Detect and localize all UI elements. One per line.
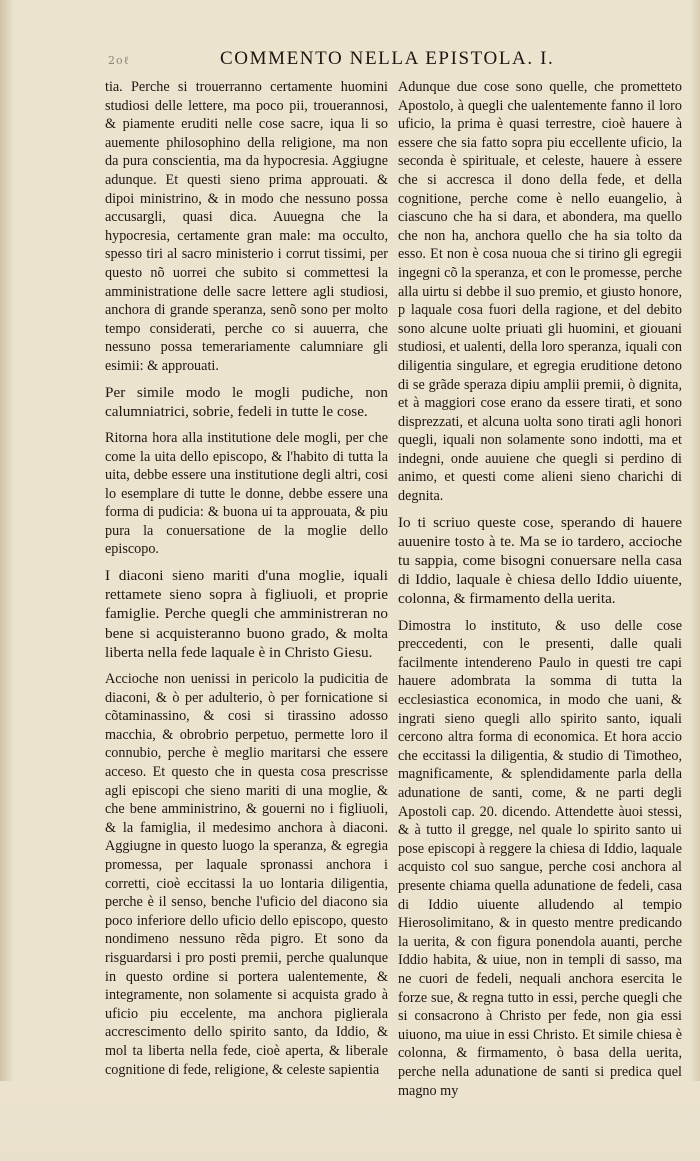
left-column <box>105 78 388 1086</box>
running-head: COMMENTO NELLA EPISTOLA. I. <box>220 48 555 69</box>
left-paragraph-3: Accioche non uenissi in pericolo la pudicitia de diaconi, & ò per adulterio, ò per fornicatione si cõtaminassino, & cosi si tirassino adosso macchia, & obrobrio perpetuo, permette loro il connubio, perche è meglio maritarsi che essere acceso. Et questo che in questa cosa prescrisse agli episcopi che sieno mariti di una moglie, & che bene amministrino, & gouerni no i figliuoli, & la famiglia, il medesimo anchora à diaconi. Aggiugne in questo luogo la speranza, & egregia promessa, per laquale spronassi anchora i corretti, cioè eccitassi la uo lontaria diligentia, perche è il senso, benche l'uficio del diacono sia poco inferiore dello uficio dello episcopo, questo nondimeno nessuno rẽda pigro. Et sono da risguardarsi i pro posti premii, perche qualunque in questo ordine si portera ualentemente, & integramente, non solamente si acquista grado à uficio piu eccelente, ma anchora piglierala accrescimento dello spirito santo, da Iddio, & mol ta liberta nella fede, cioè aperta, & liberale cognitione di fede, religione, & celeste sapientia <box>105 671 388 1078</box>
right-verse-1: Io ti scriuo queste cose, sperando di hauere auuenire tosto à te. Ma se io tardero, accioche tu sappia, come bisogni conuersare nella casa di Iddio, laquale è chiesa dello Iddio uiuente, colonna, & firmamento della uerita. <box>398 513 682 608</box>
page-gutter-shadow <box>0 0 14 1161</box>
left-paragraph-2: Ritorna hora alla institutione dele mogli, per che come la uita dello episcopo, & l'habito di tutta la uita, debbe essere una institutione degli altri, cosi lo esemplare di tutte le donne, debbe essere una forma di pudicia: & buona ui ta approuata, & piu pura la conuersatione de la moglie dello episcopo. <box>105 429 388 558</box>
folio-number: 2oℓ <box>108 54 130 67</box>
right-paragraph-2: Dimostra lo instituto, & uso delle cose preccedenti, con le presenti, dalle quali facilmente intendereno Paulo in questi tre capi hauere adombrata la somma di tutta la ecclesiastica economica, in modo che uani, & ingrati sieno quegli allo spirito santo, iquali cercono altra forma di economica. Et hora accio che eccitassi la diligentia, & studio di Timotheo, magnificamente, & splendidamente parla della adunatione de santi, come, & ne parti degli Apostoli cap. 20. dicendo. Attendette àuoi stessi, & à tutto il gregge, nel quale lo spirito santo ui pose episcopi à reggere la chiesa di Iddio, laquale acquisto col suo sangue, perche cosi anchora al presente chiama quella adunatione de fedeli, casa di Iddio uiuente alludendo al tempio Hierosolimitano, & in questo mentre predicando la uerita, & con figura ponendola auanti, perche Iddio habita, & uiue, non in templi di sasso, ma ne cuori de fedeli, nequali anchora esercita le forze sue, & regna tutto in essi, perche quegli che si consacrono à Christo per fede, non gia essi uiuono, ma uiue in essi Christo. Et simile chiesa è colonna, & firmamento, ò basa della uerita, perche nella adunatione de santi si predica quel magno my <box>398 617 682 1099</box>
right-column <box>398 78 682 1107</box>
right-paragraph-1: Adunque due cose sono quelle, che prometteto Apostolo, à quegli che ualentemente fanno il loro uficio, la prima è quasi terrestre, cioè hauere à essere che sia fatto sopra piu eccellente uficio, la seconda è spirituale, et celeste, hauere à essere che si accresca il dono della fede, et della cognitione, perche come è nello euangelio, à ciascuno che ha si dara, et abondera, ma quello che non ha, anchora quello che ha sia tolto da esso. Et non è cosa nuoua che si tirino gli egregii ingegni cõ la speranza, et con le promesse, perche alla uirtu si debbe il suo premio, et giusto honore, p laquale cosa fuori della ragione, et del debito sono alcune uolte priuati gli huomini, et giouani studiosi, et ualenti, della loro speranza, iquali con diligentia singulare, et egregia eruditione detono di se grãde speraza dipiu amplii premii, ò dignita, et à maggiori cose erano da essere tirati, et sono disprezzati, et alcuna uolta sono tirati agli honori quegli, iquali non solamente sono indotti, ma et indegni, onde auuiene che quegli si perdino di animo, et questi come alieni sieno charichi di degnita. <box>398 79 682 505</box>
left-verse-2: I diaconi sieno mariti d'una moglie, iquali rettamete sieno sopra à figliuoli, et proprie famiglie. Perche quegli che amministreran no bene si acquisteranno buono grado, & molta liberta nella fede laquale è in Christo Giesu. <box>105 567 388 661</box>
left-paragraph-1: tia. Perche si trouerranno certamente huomini studiosi delle lettere, ma poco pii, trouerannosi, & piamente eruditi nelle cose sacre, iqua li so auemente philosophino della religione, ma non da pura conscientia, ma da hypocresia. Aggiugne adunque. Et questi sieno prima approuati. & dipoi ministrino, & in modo che nessuno possa accusargli, quasi dica. Auuegna che la hypocresia, certamente gran male: ma occulto, spesso tiri al sacro ministerio i corrut tissimi, per questo nõ uorrei che subito si commettesi la amministratione delle sacre lettere agli studiosi, anchora di grande speranza, senõ sono per molto tempo considerati, perche co si auuerra, che nessuno possa temerariamente calumniare gli esimii: & approuati. <box>105 79 388 374</box>
page-edge-shadow <box>690 0 700 1161</box>
left-verse-1: Per simile modo le mogli pudiche, non calumniatrici, sobrie, fedeli in tutte le cose. <box>105 383 388 420</box>
